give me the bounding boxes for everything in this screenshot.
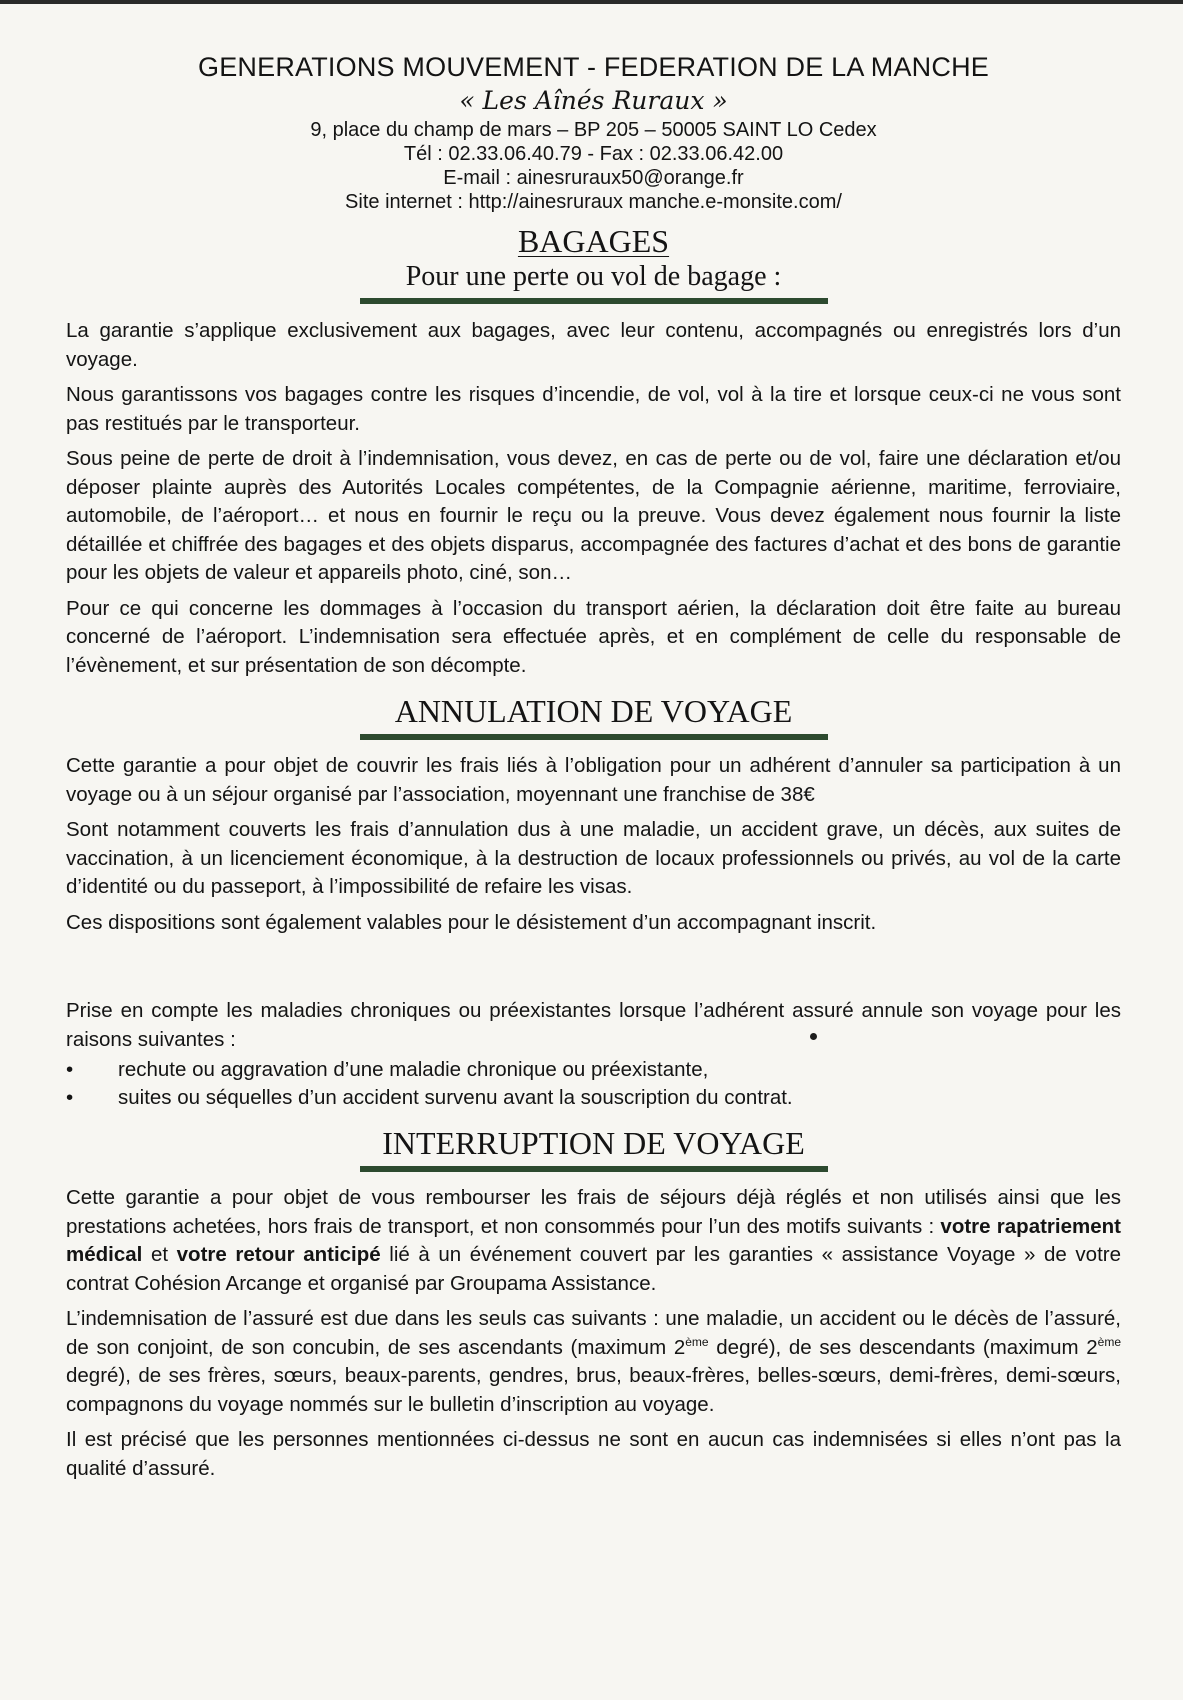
paragraph: Il est précisé que les personnes mentionnées ci-dessus ne sont en aucun cas indemnisées si elles n’ont pas la qualité d’assuré.: [66, 1428, 1121, 1480]
section-bagages-body: [66, 317, 1121, 680]
section-title-annulation: ANNULATION DE VOYAGE: [394, 693, 793, 729]
paragraph: Ces dispositions sont également valables pour le désistement d’un accompagnant inscrit.: [66, 910, 877, 934]
paragraph: Nous garantissons vos bagages contre les risques d’incendie, de vol, vol à la tire et lorsque ceux-ci ne vous sont pas restitués par le transporteur.: [66, 383, 1121, 435]
scan-speck: [810, 1033, 817, 1040]
text-run: L’indemnisation de l’assuré est due dans les seuls cas suivants : une maladie, un accident ou le décès de l’assuré, de son conjoint, de son concubin, de ses ascendants (maximum 2: [66, 1307, 1121, 1359]
superscript: ème: [1097, 1334, 1121, 1349]
paragraph: [66, 1184, 1121, 1298]
bold-text: votre rapatriement médical: [66, 1214, 1121, 1266]
text-run: et: [142, 1243, 177, 1266]
section-interruption-header: [66, 1124, 1121, 1172]
email-address: E-mail : ainesruraux50@orange.fr: [443, 167, 744, 189]
paragraph: Pour ce qui concerne les dommages à l’occasion du transport aérien, la déclaration doit être faite au bureau concerné de l’aéroport. L’indemnisation sera effectuée après, et en complément de celle du responsable de l’évènement, et sur présentation de son décompte.: [66, 596, 1121, 677]
letterhead: [66, 50, 1121, 214]
text-run: lié à un événement couvert par les garanties « assistance Voyage » de votre contrat Cohésion Arcange et organisé par Groupama Assistance.: [66, 1243, 1121, 1295]
paragraph: La garantie s’applique exclusivement aux bagages, avec leur contenu, accompagnés ou enregistrés lors d’un voyage.: [66, 319, 1121, 371]
section-annulation-body: [66, 752, 1121, 1112]
website-address: Site internet : http://ainesruraux manche.e-monsite.com/: [345, 191, 842, 213]
text-run: Cette garantie a pour objet de vous rembourser les frais de séjours déjà réglés et non utilisés ainsi que les prestations achetées, hors frais de transport, et non consommés pour l’un des motifs suivants :: [66, 1186, 1121, 1238]
paragraph: Prise en compte les maladies chroniques ou préexistantes lorsque l’adhérent assuré annule son voyage pour les raisons suivantes :: [66, 999, 1121, 1051]
section-title-bagages: BAGAGES: [517, 223, 670, 259]
organization-subtitle: « Les Aînés Ruraux »: [459, 86, 728, 115]
text-run: degré), de ses frères, sœurs, beaux-parents, gendres, brus, beaux-frères, belles-sœurs, demi-frères, demi-sœurs, compagnons du voyage nommés sur le bulletin d’inscription au voyage.: [66, 1364, 1121, 1416]
top-border-line: [0, 0, 1183, 4]
section-underline-bar: [360, 734, 828, 740]
list-item: • rechute ou aggravation d’une maladie chronique ou préexistante,: [66, 1056, 1121, 1084]
section-interruption-body: [66, 1184, 1121, 1483]
section-bagages-header: [66, 222, 1121, 304]
organization-name: GENERATIONS MOUVEMENT - FEDERATION DE LA MANCHE: [198, 52, 989, 82]
section-annulation-header: [66, 692, 1121, 740]
text-run: degré), de ses descendants (maximum 2: [708, 1335, 1098, 1359]
paragraph: [66, 1305, 1121, 1419]
phone-fax: Tél : 02.33.06.40.79 - Fax : 02.33.06.42.00: [403, 143, 784, 165]
document-page: [66, 50, 1121, 1483]
section-subtitle-bagages: Pour une perte ou vol de bagage :: [405, 261, 782, 292]
section-underline-bar: [360, 1166, 828, 1172]
bullet-list: [66, 1056, 1121, 1112]
bold-text: votre retour anticipé: [176, 1243, 381, 1266]
paragraph: Cette garantie a pour objet de couvrir les frais liés à l’obligation pour un adhérent d’annuler sa participation à un voyage ou à un séjour organisé par l’association, moyennant une franchise de 38€: [66, 754, 1121, 806]
paragraph: Sous peine de perte de droit à l’indemnisation, vous devez, en cas de perte ou de vol, faire une déclaration et/ou déposer plainte auprès des Autorités Locales compétentes, de la Compagnie aérienne, maritime, ferroviaire, automobile, de l’aéroport… et nous en fournir le reçu ou la preuve. Vous devez également nous fournir la liste détaillée et chiffrée des bagages et des objets disparus, accompagnée des factures d’achat et des bons de garantie pour les objets de valeur et appareils photo, ciné, son…: [66, 447, 1121, 584]
section-underline-bar: [360, 298, 828, 304]
superscript: ème: [685, 1334, 709, 1349]
list-item: • suites ou séquelles d’un accident survenu avant la souscription du contrat.: [66, 1084, 1121, 1112]
section-title-interruption: INTERRUPTION DE VOYAGE: [382, 1125, 805, 1161]
postal-address: 9, place du champ de mars – BP 205 – 50005 SAINT LO Cedex: [310, 119, 877, 141]
paragraph: Sont notamment couverts les frais d’annulation dus à une maladie, un accident grave, un décès, aux suites de vaccination, à un licenciement économique, à la destruction de locaux professionnels ou privés, au vol de la carte d’identité ou du passeport, à l’impossibilité de refaire les visas.: [66, 818, 1121, 898]
